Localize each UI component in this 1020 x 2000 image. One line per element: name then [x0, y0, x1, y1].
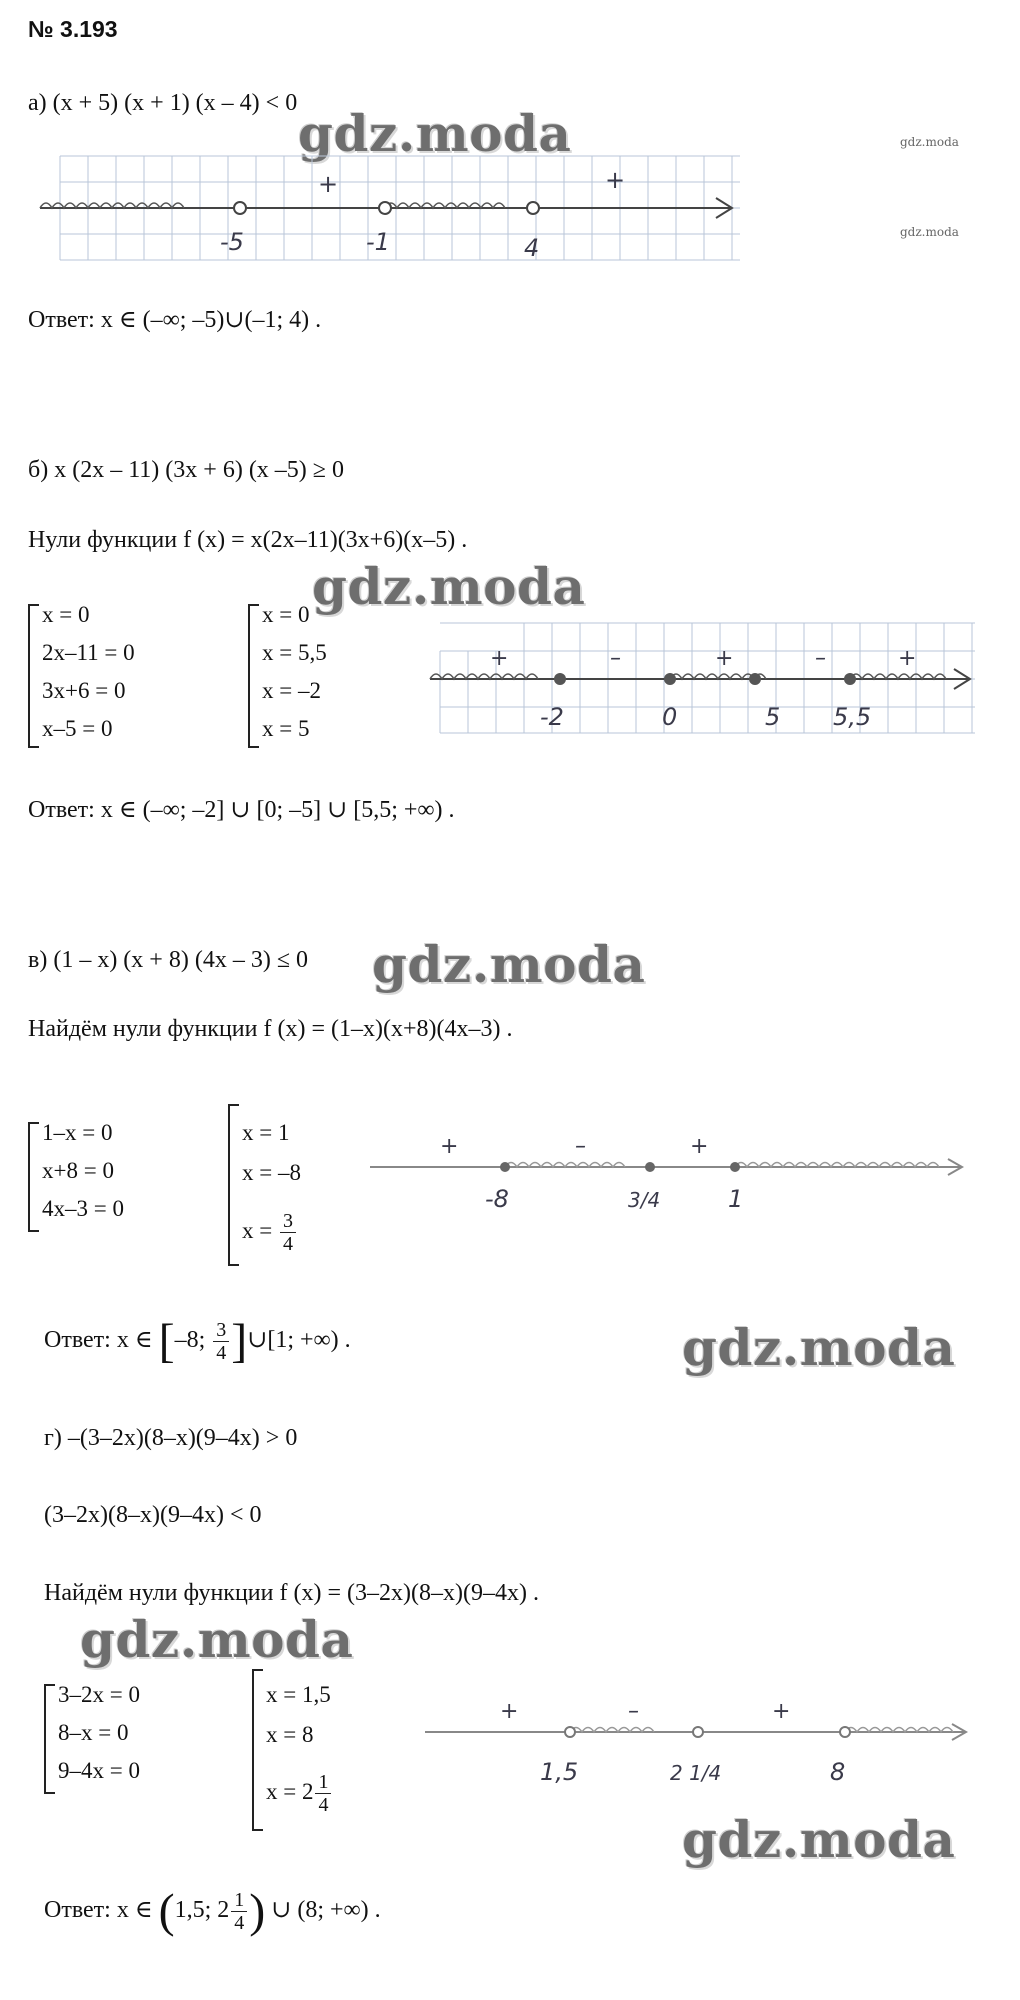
- answer-d: Ответ: x ∈ (1,5; 2 $\frac{1}{4}$ ) ∪ (8; +∞) .: [44, 1884, 381, 1938]
- sign-label: –: [575, 1134, 586, 1159]
- equation: x+8 = 0: [42, 1158, 114, 1183]
- point-marker: [527, 202, 539, 214]
- system-c-2: [228, 1100, 348, 1270]
- point-marker: [693, 1727, 703, 1737]
- equation: x–5 = 0: [42, 716, 113, 741]
- watermark: gdz.moda: [682, 1318, 956, 1377]
- watermark: gdz.moda: [312, 557, 586, 616]
- equation: 3–2x = 0: [58, 1682, 140, 1707]
- fraction: $\frac{1}{4}$: [315, 1771, 331, 1816]
- answer-a: Ответ: x ∈ (–∞; –5)∪(–1; 4) .: [28, 307, 322, 333]
- point-marker: [749, 673, 761, 685]
- point-label: 1: [728, 1185, 744, 1213]
- equation: 4x–3 = 0: [42, 1196, 124, 1221]
- point-label: -5: [220, 228, 244, 256]
- point-marker: [664, 673, 676, 685]
- point-label: -2: [540, 703, 564, 731]
- fraction: $\frac{3}{4}$: [213, 1319, 229, 1364]
- point-marker: [234, 202, 246, 214]
- equation: 9–4x = 0: [58, 1758, 140, 1783]
- watermark: gdz.moda: [372, 935, 646, 994]
- number-line-c: [360, 1125, 980, 1235]
- equation: 2x–11 = 0: [42, 640, 135, 665]
- point-label: 5,5: [833, 703, 872, 731]
- point-marker: [844, 673, 856, 685]
- system-b-1: [28, 600, 228, 752]
- step-d: (3–2x)(8–x)(9–4x) < 0: [44, 1502, 262, 1528]
- sign-label: +: [690, 1134, 709, 1159]
- point-marker: [500, 1162, 510, 1172]
- sign-label: +: [318, 170, 339, 198]
- number-line-a: [30, 150, 750, 265]
- equation-fraction: x = 2 $\frac{1}{4}$: [266, 1767, 333, 1817]
- watermark: gdz.moda: [80, 1610, 354, 1669]
- answer-c: Ответ: x ∈ [–8; $\frac{3}{4}$ ]∪[1; +∞) .: [44, 1314, 351, 1368]
- watermark-small: gdz.moda: [900, 225, 959, 239]
- task-a: а) (x + 5) (x + 1) (x – 4) < 0: [28, 90, 298, 116]
- task-c: в) (1 – x) (x + 8) (4x – 3) ≤ 0: [28, 947, 308, 973]
- point-marker: [840, 1727, 850, 1737]
- system-b-2: [248, 600, 378, 752]
- fraction: $\frac{1}{4}$: [231, 1889, 247, 1934]
- equation: x = 5,5: [262, 640, 327, 665]
- zeros-d: Найдём нули функции f (x) = (3–2x)(8–x)(9–4x) .: [44, 1580, 539, 1606]
- point-marker: [730, 1162, 740, 1172]
- point-label: 0: [662, 703, 678, 731]
- watermark-small: gdz.moda: [900, 135, 959, 149]
- point-label: 4: [524, 234, 540, 262]
- equation: x = 1: [242, 1120, 290, 1145]
- equation: x = 8: [266, 1722, 314, 1747]
- sign-label: –: [628, 1699, 639, 1724]
- sign-label: +: [898, 646, 917, 671]
- sign-label: +: [490, 646, 509, 671]
- point-marker: [379, 202, 391, 214]
- equation: 1–x = 0: [42, 1120, 113, 1145]
- system-d-2: [252, 1665, 382, 1835]
- equation: 3x+6 = 0: [42, 678, 126, 703]
- point-marker: [645, 1162, 655, 1172]
- equation: x = –8: [242, 1160, 301, 1185]
- system-d-1: [44, 1680, 214, 1798]
- sign-label: –: [815, 646, 826, 671]
- equation: x = 1,5: [266, 1682, 331, 1707]
- sign-label: +: [715, 646, 734, 671]
- watermark: gdz.moda: [298, 104, 572, 163]
- point-marker: [565, 1727, 575, 1737]
- equation: x = 0: [262, 602, 310, 627]
- sign-label: +: [500, 1699, 519, 1724]
- task-d: г) –(3–2x)(8–x)(9–4x) > 0: [44, 1425, 298, 1451]
- zeros-c: Найдём нули функции f (x) = (1–x)(x+8)(4x–3) .: [28, 1016, 513, 1042]
- point-label: 1,5: [540, 1758, 579, 1786]
- fraction: $\frac{3}{4}$: [280, 1210, 296, 1255]
- point-label: -1: [366, 228, 390, 256]
- equation: x = 0: [42, 602, 90, 627]
- answer-b: Ответ: x ∈ (–∞; –2] ∪ [0; –5] ∪ [5,5; +∞) .: [28, 797, 455, 823]
- sign-label: +: [440, 1134, 459, 1159]
- sign-label: –: [610, 646, 621, 671]
- point-marker: [554, 673, 566, 685]
- point-label: 3/4: [628, 1188, 661, 1212]
- equation: 8–x = 0: [58, 1720, 129, 1745]
- task-b: б) x (2x – 11) (3x + 6) (x –5) ≥ 0: [28, 457, 344, 483]
- problem-number: № 3.193: [28, 16, 118, 42]
- point-label: 5: [765, 703, 781, 731]
- number-line-d: [420, 1690, 980, 1800]
- point-label: 2 1/4: [670, 1761, 722, 1785]
- point-label: 8: [830, 1758, 846, 1786]
- sign-label: +: [605, 166, 626, 194]
- point-label: -8: [485, 1185, 509, 1213]
- watermark: gdz.moda: [682, 1810, 956, 1869]
- zeros-b: Нули функции f (x) = x(2x–11)(3x+6)(x–5) .: [28, 527, 468, 553]
- equation: x = –2: [262, 678, 321, 703]
- system-c-1: [28, 1118, 198, 1236]
- equation: x = 5: [262, 716, 310, 741]
- number-line-b: [420, 615, 980, 735]
- sign-label: +: [772, 1699, 791, 1724]
- equation-fraction: x = $\frac{3}{4}$: [242, 1206, 298, 1256]
